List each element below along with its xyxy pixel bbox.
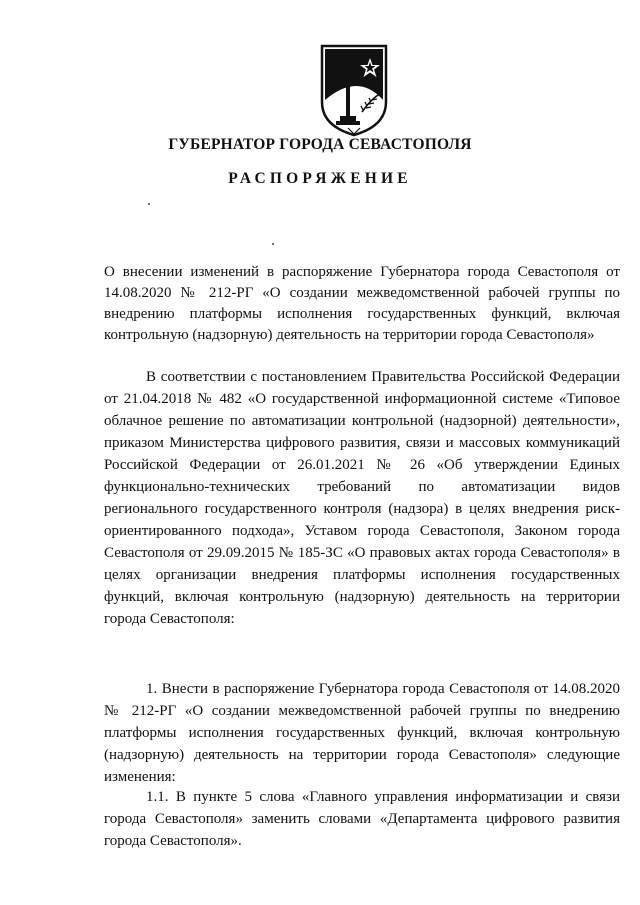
issuing-authority: ГУБЕРНАТОР ГОРОДА СЕВАСТОПОЛЯ [168, 136, 472, 153]
sevastopol-coat-of-arms-icon [318, 42, 390, 138]
preamble-paragraph: В соответствии с постановлением Правительства Российской Федерации от 21.04.2018 № 482 «О государственной информационной системе «Типовое облачное решение по автоматизации контрольной (надзорной) деятельности», приказом Министерства цифрового развития, связи и массовых коммуникаций Российской Федерации от 26.01.2021 № 26 «Об утверждении Единых функционально-технических требований по автоматизации видов регионального государственного контроля (надзора) в целях внедрения риск-ориентированного подхода», Уставом города Севастополя, Законом города Севастополя от 29.09.2015 № 185-ЗС «О правовых актах города Севастополя» в целях организации внедрения платформы исполнения государственных функций, включая контрольную (надзорную) деятельность на территории города Севастополя: [104, 369, 620, 627]
document-type: РАСПОРЯЖЕНИЕ [228, 170, 412, 187]
item-1-paragraph: 1. Внести в распоряжение Губернатора города Севастополя от 14.08.2020 № 212-РГ «О создании межведомственной рабочей группы по внедрению платформы исполнения государственных функций, включая контрольную (надзорную) деятельность на территории города Севастополя» следующие изменения: [104, 681, 620, 785]
document-subject: О внесении изменений в распоряжение Губернатора города Севастополя от 14.08.2020 № 212-РГ «О создании межведомственной рабочей группы по внедрению платформы исполнения государственных функций, включая контрольную (надзорную) деятельность на территории города Севастополя» [104, 264, 620, 343]
scan-speck [272, 243, 274, 245]
item-1-1-paragraph: 1.1. В пункте 5 слова «Главного управления информатизации и связи города Севастополя» заменить словами «Департамента цифрового развития города Севастополя». [104, 789, 620, 849]
scan-speck [148, 203, 150, 205]
